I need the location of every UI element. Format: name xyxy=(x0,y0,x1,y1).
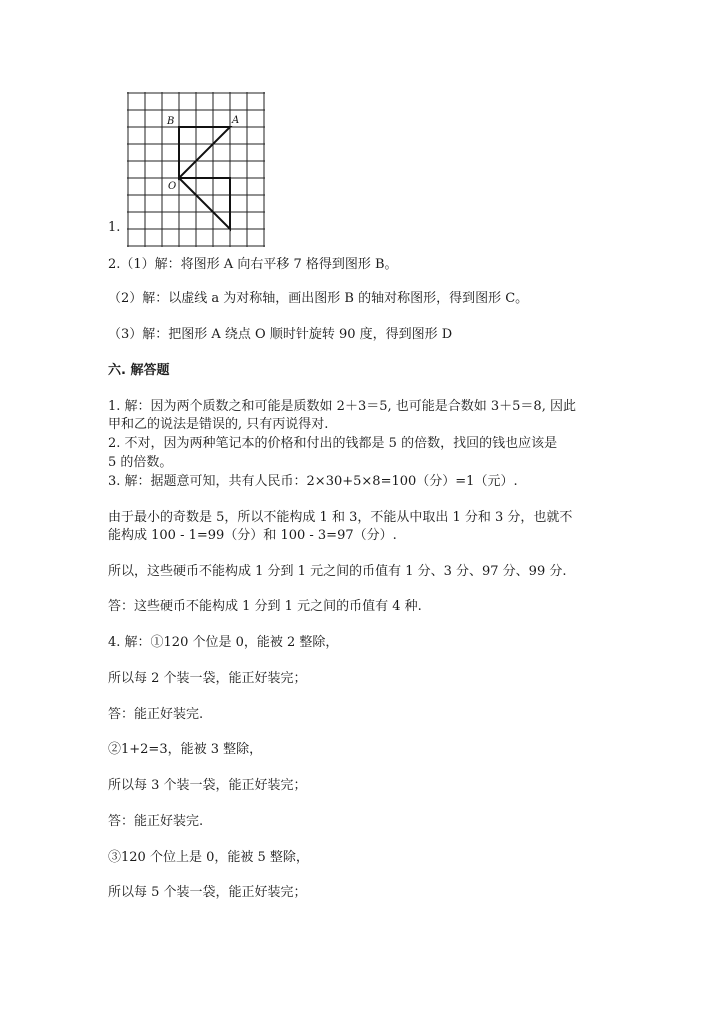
answer-3-line-1: 3. 解：据题意可知，共有人民币：2×30+5×8=100（分）=1（元）. xyxy=(108,474,518,489)
label-a: A xyxy=(232,115,240,126)
grid-figure xyxy=(127,92,267,248)
grid-lines xyxy=(127,92,265,247)
answer-4-line-4: ②1+2=3，能被 3 整除， xyxy=(108,742,263,757)
answer-4-line-1: 4. 解：①120 个位是 0，能被 2 整除， xyxy=(108,635,339,650)
answer-1-line-2: 甲和乙的说法是错误的, 只有丙说得对. xyxy=(108,417,329,432)
answer-4-line-5: 所以每 3 个装一袋，能正好装完； xyxy=(108,778,307,793)
figure-number: 1. xyxy=(108,220,121,235)
shape-outline xyxy=(179,127,230,178)
shape-outline-lower xyxy=(179,178,230,229)
answer-4-line-7: ③120 个位上是 0，能被 5 整除， xyxy=(108,850,309,865)
answer-4-line-8: 所以每 5 个装一袋，能正好装完； xyxy=(108,885,307,900)
label-o: O xyxy=(168,181,177,192)
q2-part3: （3）解：把图形 A 绕点 O 顺时针旋转 90 度，得到图形 D xyxy=(108,327,453,342)
answer-4-line-3: 答：能正好装完. xyxy=(108,707,204,722)
answer-4-line-2: 所以每 2 个装一袋，能正好装完； xyxy=(108,671,307,686)
answer-3-line-4: 所以，这些硬币不能构成 1 分到 1 元之间的币值有 1 分、3 分、97 分、99 分. xyxy=(108,564,567,579)
answer-2-line-2: 5 的倍数。 xyxy=(108,455,173,470)
q2-part2: （2）解：以虚线 a 为对称轴，画出图形 B 的轴对称图形，得到图形 C。 xyxy=(108,291,529,306)
answer-3-line-5: 答：这些硬币不能构成 1 分到 1 元之间的币值有 4 种. xyxy=(108,599,422,614)
label-b: B xyxy=(167,116,175,127)
answer-2-line-1: 2. 不对，因为两种笔记本的价格和付出的钱都是 5 的倍数，找回的钱也应该是 xyxy=(108,436,558,451)
section-title: 六. 解答题 xyxy=(108,363,170,378)
answer-3-line-3: 能构成 100 - 1=99（分）和 100 - 3=97（分）. xyxy=(108,528,397,543)
answer-4-line-6: 答：能正好装完. xyxy=(108,814,204,829)
q2-part1: 2.（1）解：将图形 A 向右平移 7 格得到图形 B。 xyxy=(108,257,398,272)
answer-3-line-2: 由于最小的奇数是 5，所以不能构成 1 和 3，不能从中取出 1 分和 3 分，也就不 xyxy=(108,510,573,525)
answer-1-line-1: 1. 解：因为两个质数之和可能是质数如 2＋3＝5, 也可能是合数如 3＋5＝8, 因此 xyxy=(108,399,576,414)
